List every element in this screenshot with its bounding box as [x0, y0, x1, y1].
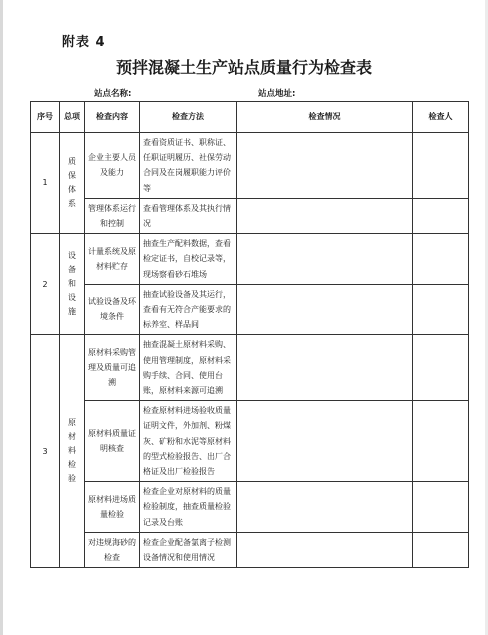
site-name-label: 站点名称: [94, 89, 132, 99]
header-inspector: 检查人 [413, 102, 469, 133]
table-row [31, 198, 469, 233]
seq-cell: 2 [31, 234, 60, 335]
method-cell: 查看管理体系及其执行情况 [140, 198, 237, 233]
inspector-cell[interactable] [413, 401, 469, 482]
header-status: 检查情况 [237, 102, 413, 133]
method-cell: 抽查试验设备及其运行，查看有无符合产能要求的标养室、样品间 [140, 284, 237, 335]
inspector-cell[interactable] [413, 284, 469, 335]
status-cell[interactable] [237, 335, 413, 401]
inspection-table [30, 101, 469, 568]
appendix-label: 附表 4 [62, 35, 106, 50]
inspector-cell[interactable] [413, 482, 469, 533]
content-cell: 对违规海砂的检查 [85, 532, 140, 567]
inspector-cell[interactable] [413, 133, 469, 199]
table-row [31, 234, 469, 285]
status-cell[interactable] [237, 198, 413, 233]
content-cell: 原材料进场质量检验 [85, 482, 140, 533]
table-row [31, 532, 469, 567]
inspector-cell[interactable] [413, 198, 469, 233]
table-row [31, 133, 469, 199]
content-cell: 试验设备及环境条件 [85, 284, 140, 335]
seq-cell: 3 [31, 335, 60, 568]
content-cell: 计量系统及原材料贮存 [85, 234, 140, 285]
method-cell: 检查原材料进场验收质量证明文件，外加剂、粉煤灰、矿粉和水泥等原材料的型式检验报告、出厂合格证及出厂检验报告 [140, 401, 237, 482]
category-cell: 质 保 体 系 [60, 133, 85, 234]
category-cell: 原 材 料 检 验 [60, 335, 85, 568]
table-header-row [31, 102, 469, 133]
table-row [31, 284, 469, 335]
method-cell: 查看资质证书、职称证、任职证明履历、社保劳动合同及在岗履职能力评价等 [140, 133, 237, 199]
table-row [31, 335, 469, 401]
content-cell: 企业主要人员及能力 [85, 133, 140, 199]
site-address-label: 站点地址: [258, 89, 296, 99]
seq-cell: 1 [31, 133, 60, 234]
content-cell: 管理体系运行和控制 [85, 198, 140, 233]
form-title: 预拌混凝土生产站点质量行为检查表 [115, 58, 372, 77]
inspector-cell[interactable] [413, 234, 469, 285]
table-row [31, 401, 469, 482]
method-cell: 抽查生产配料数据，查看检定证书，自校记录等，现场察看砂石堆场 [140, 234, 237, 285]
method-cell: 检查企业配备氯离子检测设备情况和使用情况 [140, 532, 237, 567]
status-cell[interactable] [237, 133, 413, 199]
content-cell: 原材料采购管理及质量可追溯 [85, 335, 140, 401]
content-cell: 原材料质量证明核查 [85, 401, 140, 482]
header-seq: 序号 [31, 102, 60, 133]
status-cell[interactable] [237, 532, 413, 567]
method-cell: 检查企业对原材料的质量检验制度，抽查质量检验记录及台账 [140, 482, 237, 533]
header-method: 检查方法 [140, 102, 237, 133]
header-content: 检查内容 [85, 102, 140, 133]
category-cell: 设 备 和 设 施 [60, 234, 85, 335]
inspector-cell[interactable] [413, 335, 469, 401]
status-cell[interactable] [237, 401, 413, 482]
header-category: 总项 [60, 102, 85, 133]
inspector-cell[interactable] [413, 532, 469, 567]
method-cell: 抽查混凝土原材料采购、使用管理制度，原材料采购手续、合同、使用台账，原材料来源可追溯 [140, 335, 237, 401]
status-cell[interactable] [237, 234, 413, 285]
status-cell[interactable] [237, 284, 413, 335]
status-cell[interactable] [237, 482, 413, 533]
table-row [31, 482, 469, 533]
